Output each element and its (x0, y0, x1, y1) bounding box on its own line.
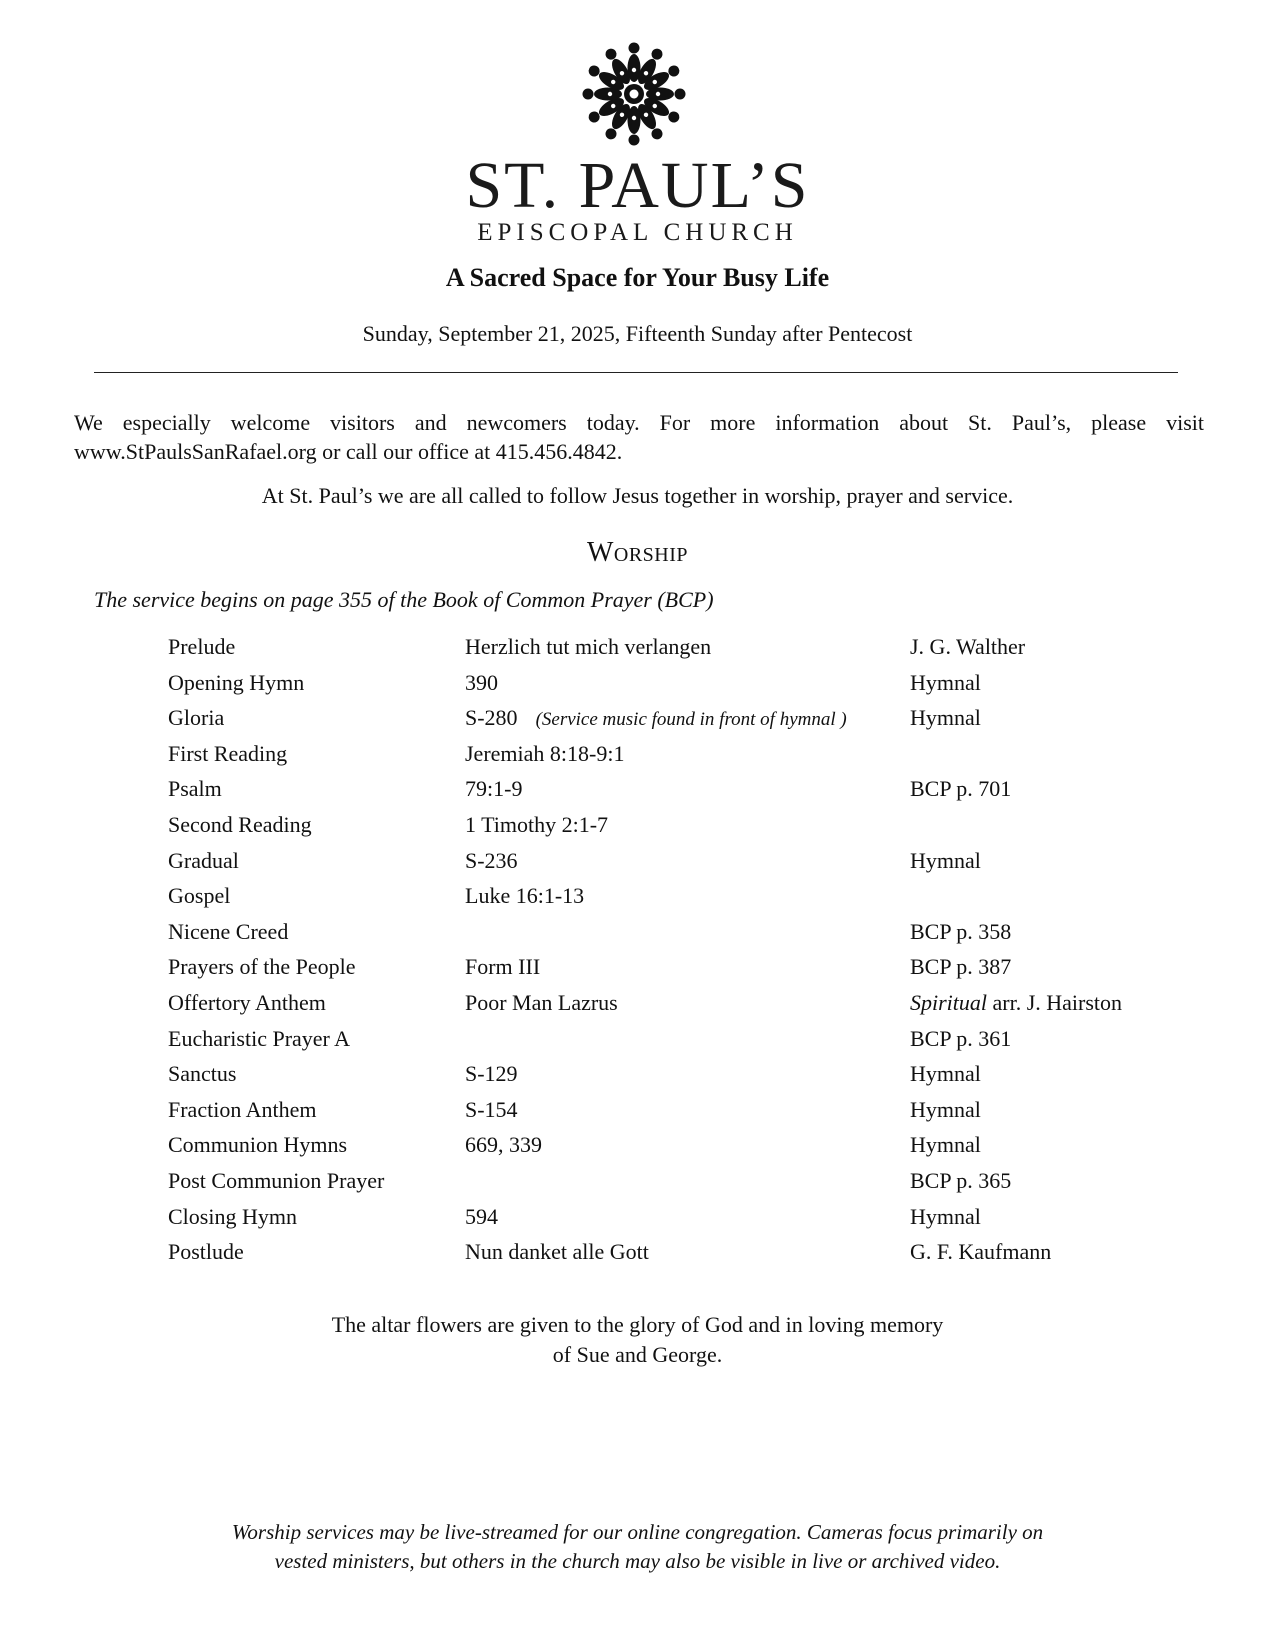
service-detail-cell (465, 668, 498, 698)
livestream-notice (0, 1518, 1275, 1576)
service-part: Prayers of the People (168, 954, 356, 980)
service-source: Hymnal (910, 705, 981, 731)
service-detail-cell (465, 1095, 518, 1125)
rose-window-icon (580, 40, 688, 148)
service-detail: S-154 (465, 1096, 518, 1122)
service-item (168, 739, 1168, 775)
service-source: BCP p. 361 (910, 1025, 1012, 1051)
service-source-cell (910, 668, 981, 698)
service-detail-cell (465, 739, 624, 769)
service-item (168, 1166, 1168, 1202)
service-part: Opening Hymn (168, 669, 305, 695)
altar-flowers-note (0, 1310, 1275, 1370)
service-detail-cell (465, 1130, 542, 1160)
service-detail: Form III (465, 954, 541, 980)
service-part: First Reading (168, 740, 288, 766)
service-detail: S-280 (465, 705, 518, 731)
order-of-service (168, 632, 1168, 1273)
service-detail: 390 (465, 669, 498, 695)
service-source: arr. J. Hairston (987, 989, 1123, 1015)
service-detail-cell (465, 1237, 649, 1267)
service-part: Closing Hymn (168, 1203, 297, 1229)
service-detail: 1 Timothy 2:1-7 (465, 811, 609, 837)
service-item (168, 810, 1168, 846)
church-subtitle: EPISCOPAL CHURCH (477, 219, 798, 246)
service-source: BCP p. 365 (910, 1167, 1012, 1193)
service-item (168, 632, 1168, 668)
service-source: BCP p. 358 (910, 918, 1012, 944)
service-part: Second Reading (168, 811, 312, 837)
service-source-cell (910, 952, 1011, 982)
mission-statement: At St. Paul’s we are all called to follow Jesus together in worship, prayer and service. (261, 483, 1014, 508)
service-item (168, 1202, 1168, 1238)
service-detail-cell (465, 881, 584, 911)
service-item (168, 917, 1168, 953)
service-source-cell (910, 632, 1025, 662)
service-source-italic: Spiritual (910, 989, 988, 1015)
service-detail: Nun danket alle Gott (465, 1239, 649, 1265)
service-source-cell (910, 1202, 981, 1232)
service-detail: 594 (465, 1203, 498, 1229)
service-source: Hymnal (910, 1096, 981, 1122)
service-part: Nicene Creed (168, 918, 289, 944)
service-detail-cell (465, 810, 608, 840)
service-detail: 79:1-9 (465, 776, 523, 802)
service-detail-cell (465, 1202, 498, 1232)
service-item (168, 1059, 1168, 1095)
service-note: The service begins on page 355 of the Book of Common Prayer (BCP) (94, 587, 714, 612)
church-name: ST. PAUL’S (465, 149, 810, 222)
service-item (168, 881, 1168, 917)
service-item (168, 988, 1168, 1024)
service-detail: S-129 (465, 1061, 518, 1087)
service-detail-cell (465, 703, 847, 735)
service-source: J. G. Walther (910, 634, 1026, 659)
livestream-line: Worship services may be live-streamed for our online congregation. Cameras focus primarily on (231, 1520, 1044, 1544)
service-source-cell (910, 988, 1122, 1018)
tagline: A Sacred Space for Your Busy Life (445, 263, 830, 292)
service-date: Sunday, September 21, 2025, Fifteenth Sunday after Pentecost (362, 321, 913, 346)
livestream-line: vested ministers, but others in the church may also be visible in live or archived video. (274, 1549, 1001, 1573)
service-detail: Jeremiah 8:18-9:1 (465, 740, 625, 766)
service-part: Communion Hymns (168, 1132, 348, 1158)
header-divider (94, 372, 1178, 373)
service-source: Hymnal (910, 847, 981, 873)
service-source: Hymnal (910, 669, 981, 695)
service-detail-cell (465, 632, 711, 662)
service-source-cell (910, 703, 981, 733)
service-source: BCP p. 701 (910, 776, 1012, 802)
service-item (168, 1130, 1168, 1166)
service-detail-cell (465, 774, 522, 804)
service-source-cell (910, 1237, 1051, 1267)
service-source: BCP p. 387 (910, 954, 1012, 980)
service-item (168, 952, 1168, 988)
service-part: Gospel (168, 883, 231, 909)
service-item (168, 774, 1168, 810)
service-detail-cell (465, 1059, 518, 1089)
service-part: Fraction Anthem (168, 1096, 317, 1122)
service-source-cell (910, 846, 981, 876)
service-source-cell (910, 1095, 981, 1125)
service-source-cell (910, 1059, 981, 1089)
service-detail: Herzlich tut mich verlangen (465, 634, 712, 659)
service-part: Gradual (168, 847, 239, 873)
service-detail-cell (465, 846, 518, 876)
service-item (168, 668, 1168, 704)
service-part: Eucharistic Prayer A (168, 1025, 351, 1051)
service-source: G. F. Kaufmann (910, 1239, 1052, 1265)
service-part: Postlude (168, 1239, 244, 1265)
service-item (168, 1095, 1168, 1131)
altar-flowers-line: of Sue and George. (552, 1342, 723, 1367)
service-detail: Luke 16:1-13 (465, 883, 585, 909)
service-source-cell (910, 1166, 1011, 1196)
service-detail-cell (465, 988, 618, 1018)
service-detail: S-236 (465, 847, 518, 873)
service-part: Post Communion Prayer (168, 1167, 385, 1193)
service-source-cell (910, 917, 1011, 947)
service-item (168, 703, 1168, 739)
service-part: Sanctus (168, 1061, 237, 1087)
service-part: Prelude (168, 634, 236, 659)
service-detail: Poor Man Lazrus (465, 989, 618, 1015)
service-detail: 669, 339 (465, 1132, 542, 1158)
service-item (168, 1237, 1168, 1273)
service-part: Psalm (168, 776, 222, 802)
service-source: Hymnal (910, 1061, 981, 1087)
service-part: Offertory Anthem (168, 989, 326, 1015)
welcome-paragraph: We especially welcome visitors and newcomers today. For more information about St. Paul’s, please visit www.StPaulsSanRafael.org or call our office at 415.456.4842. (74, 410, 1204, 464)
altar-flowers-line: The altar flowers are given to the glory of God and in loving memory (331, 1312, 944, 1337)
service-item (168, 1024, 1168, 1060)
service-detail-cell (465, 952, 540, 982)
service-source-cell (910, 1130, 981, 1160)
service-source-cell (910, 774, 1011, 804)
worship-heading: Worship (586, 537, 689, 568)
service-detail-note: (Service music found in front of hymnal ) (535, 709, 847, 731)
service-source: Hymnal (910, 1132, 981, 1158)
service-source-cell (910, 1024, 1011, 1054)
service-item (168, 846, 1168, 882)
service-part: Gloria (168, 705, 225, 731)
service-source: Hymnal (910, 1203, 981, 1229)
